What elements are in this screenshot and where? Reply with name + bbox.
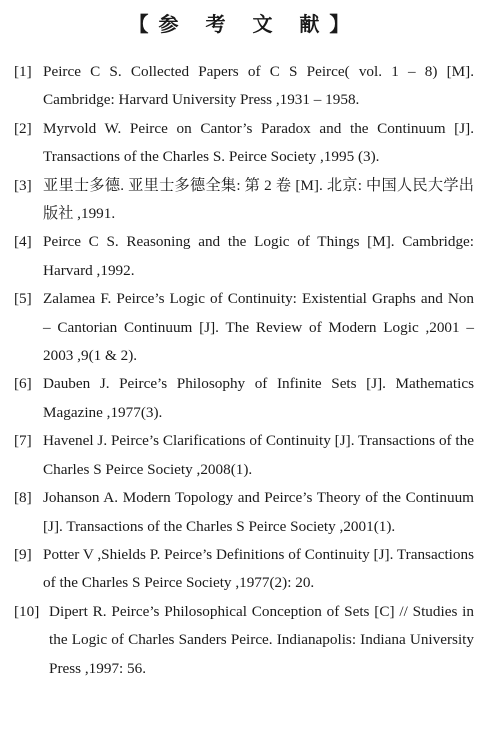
reference-item	[14, 370, 474, 427]
reference-item	[14, 484, 474, 541]
reference-text: Dauben J. Peirce’s Philosophy of Infinite Sets [J]. Mathematics Magazine ,1977(3).	[43, 375, 474, 421]
reference-item	[14, 228, 474, 285]
reference-text: Potter V ,Shields P. Peirce’s Definitions of Continuity [J]. Transactions of the Charles S Peirce Society ,1977(2): 20.	[43, 545, 474, 592]
reference-item	[14, 541, 474, 598]
reference-text: 亚里士多德. 亚里士多德全集: 第 2 卷 [M]. 北京: 中国人民大学出版社 ,1991.	[43, 176, 474, 223]
reference-text: Peirce C S. Collected Papers of C S Peirce( vol. 1 – 8) [M]. Cambridge: Harvard University Press ,1931 – 1958.	[43, 63, 474, 109]
reference-text: Dipert R. Peirce’s Philosophical Conception of Sets [C] // Studies in the Logic of Charles Sanders Peirce. Indianapolis: Indiana University Press ,1997: 56.	[49, 602, 474, 677]
reference-number: [6]	[14, 375, 32, 393]
reference-number: [5]	[14, 290, 32, 308]
reference-text: Havenel J. Peirce’s Clarifications of Continuity [J]. Transactions of the Charles S Peirce Society ,2008(1).	[43, 432, 474, 478]
reference-number: [7]	[14, 432, 32, 450]
reference-number: [3]	[14, 176, 32, 194]
reference-text: Myrvold W. Peirce on Cantor’s Paradox and the Continuum [J]. Transactions of the Charles S. Peirce Society ,1995 (3).	[43, 119, 474, 166]
reference-number: [1]	[14, 63, 32, 80]
reference-number: [10]	[14, 602, 40, 620]
reference-item	[14, 172, 474, 229]
reference-item	[14, 58, 474, 115]
reference-number: [2]	[14, 119, 32, 137]
reference-item	[14, 115, 474, 172]
reference-number: [8]	[14, 489, 32, 507]
references-heading: 【参 考 文 献】	[128, 12, 360, 36]
reference-item	[14, 285, 474, 370]
reference-text: Zalamea F. Peirce’s Logic of Continuity: Existential Graphs and Non – Cantorian Continuum [J]. The Review of Modern Logic ,2001 – 2003 ,9(1 & 2).	[43, 290, 474, 365]
reference-item	[14, 427, 474, 484]
reference-text: Peirce C S. Reasoning and the Logic of Things [M]. Cambridge: Harvard ,1992.	[43, 233, 474, 279]
reference-item	[14, 598, 474, 683]
reference-text: Johanson A. Modern Topology and Peirce’s Theory of the Continuum [J]. Transactions of the Charles S Peirce Society ,2001(1).	[43, 489, 474, 535]
reference-number: [4]	[14, 233, 32, 251]
reference-number: [9]	[14, 545, 32, 563]
